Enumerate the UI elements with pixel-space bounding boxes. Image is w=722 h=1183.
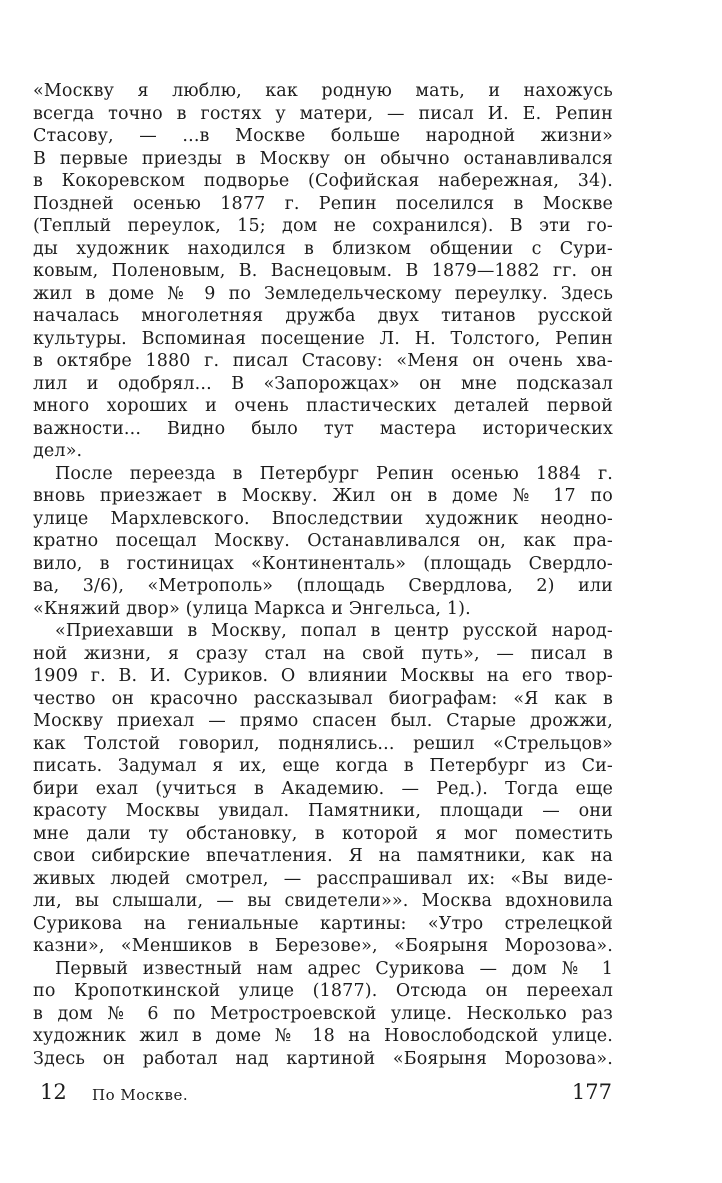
text-line: ной жизни, я сразу стал на свой путь», — писал в xyxy=(33,643,613,664)
body-text xyxy=(33,80,613,1070)
text-line: казни», «Меншиков в Березове», «Боярыня Морозова». xyxy=(33,936,613,956)
text-line: кратно посещал Москву. Останавливался он, как пра- xyxy=(33,531,613,551)
page-number: 177 xyxy=(571,1080,612,1104)
text-line: по Кропоткинской улице (1877). Отсюда он переехал xyxy=(33,981,613,1001)
text-line: началась многолетняя дружба двух титанов русской xyxy=(33,306,613,326)
text-line: важности... Видно было тут мастера исторических xyxy=(33,418,613,439)
text-line: «Москву я люблю, как родную мать, и нахожусь xyxy=(33,81,613,101)
text-line: Сурикова на гениальные картины: «Утро стрелецкой xyxy=(33,913,613,934)
text-line: «Княжий двор» (улица Маркса и Энгельса, 1). xyxy=(33,598,471,619)
text-line: ва, 3/6), «Метрополь» (площадь Свердлова, 2) или xyxy=(33,576,613,596)
text-line: (Теплый переулок, 15; дом не сохранился). В эти го- xyxy=(33,216,613,236)
paragraph-start-line: После переезда в Петербург Репин осенью 1884 г. xyxy=(55,463,613,484)
signature-title: По Москве. xyxy=(92,1086,189,1104)
text-line: В первые приезды в Москву он обычно останавливался xyxy=(33,148,613,169)
text-line: в октябре 1880 г. писал Стасову: «Меня он очень хва- xyxy=(33,351,613,371)
text-line: ковым, Поленовым, В. Васнецовым. В 1879—1882 гг. он xyxy=(33,261,613,281)
text-line: вило, в гостиницах «Континенталь» (площадь Свердло- xyxy=(33,553,613,574)
text-line: Москву приехал — прямо спасен был. Старые дрожжи, xyxy=(33,711,613,731)
text-line: дел». xyxy=(33,441,83,461)
paragraph-start-line: Первый известный нам адрес Сурикова — дом № 1 xyxy=(55,958,613,979)
text-line: вновь приезжает в Москву. Жил он в доме № 17 по xyxy=(33,486,613,506)
text-line: бири ехал (учиться в Академию. — Ред.). Тогда еще xyxy=(33,778,613,799)
text-line: Здесь он работал над картиной «Боярыня Морозова». xyxy=(33,1048,613,1069)
text-line: культуры. Вспоминая посещение Л. Н. Толстого, Репин xyxy=(33,328,613,349)
text-line: много хороших и очень пластических деталей первой xyxy=(33,396,613,416)
text-line: художник жил в доме № 18 на Новослободской улице. xyxy=(33,1026,613,1046)
signature-number: 12 xyxy=(40,1080,67,1104)
text-line: жил в доме № 9 по Земледельческому переулку. Здесь xyxy=(33,283,613,304)
text-line: улице Мархлевского. Впоследствии художник неодно- xyxy=(33,508,613,529)
text-line: свои сибирские впечатления. Я на памятники, как на xyxy=(33,846,613,866)
text-line: Поздней осенью 1877 г. Репин поселился в Москве xyxy=(33,193,613,214)
text-line: Стасову, — ...в Москве больше народной жизни» xyxy=(33,126,613,146)
text-line: как Толстой говорил, поднялись... решил «Стрельцов» xyxy=(33,733,613,754)
text-line: мне дали ту обстановку, в которой я мог поместить xyxy=(33,823,613,844)
text-line: красоту Москвы увидал. Памятники, площади — они xyxy=(33,801,613,821)
text-line: живых людей смотрел, — расспрашивал их: «Вы виде- xyxy=(33,868,613,889)
text-line: ды художник находился в близком общении с Сури- xyxy=(33,238,613,259)
text-line: всегда точно в гостях у матери, — писал И. Е. Репин xyxy=(33,103,613,124)
text-line: писать. Задумал я их, еще когда в Петербург из Си- xyxy=(33,756,613,776)
text-line: лил и одобрял... В «Запорожцах» он мне подсказал xyxy=(33,373,613,394)
paragraph-start-line: «Приехавши в Москву, попал в центр русской народ- xyxy=(55,621,613,641)
text-line: в Кокоревском подворье (Софийская набережная, 34). xyxy=(33,171,613,191)
text-line: чество он красочно рассказывал биографам: «Я как в xyxy=(33,688,613,709)
text-line: в дом № 6 по Метростроевской улице. Несколько раз xyxy=(33,1003,613,1024)
text-line: 1909 г. В. И. Суриков. О влиянии Москвы на его твор- xyxy=(33,666,613,686)
text-line: ли, вы слышали, — вы свидетели»». Москва вдохновила xyxy=(33,891,613,911)
page-footer xyxy=(40,1080,612,1110)
